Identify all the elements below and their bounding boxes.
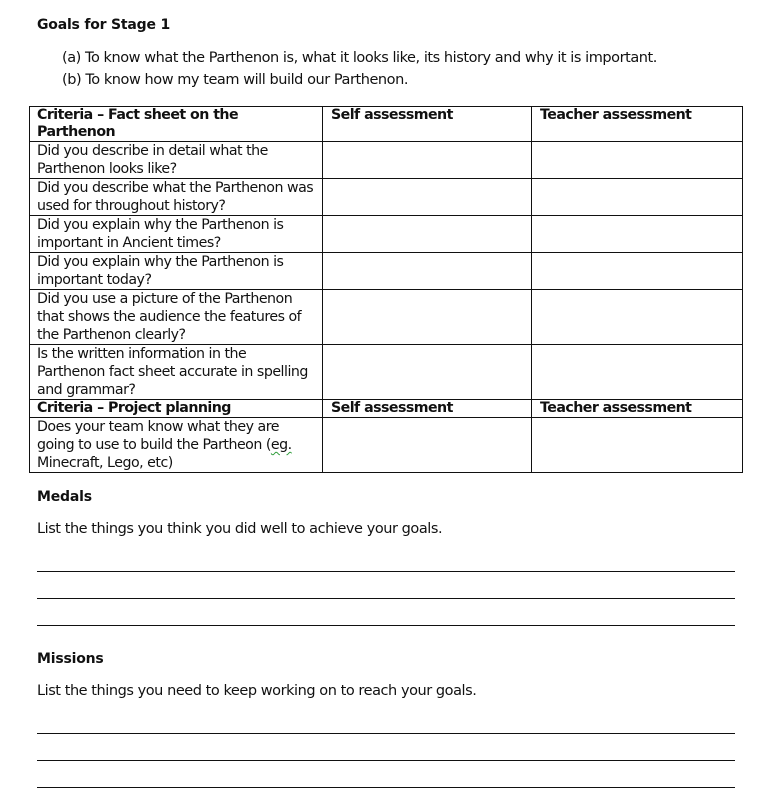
table-row	[30, 290, 743, 345]
header-criteria-fact-sheet: Criteria – Fact sheet on the Parthenon	[30, 107, 323, 142]
medals-answer-line-1[interactable]	[37, 571, 735, 572]
table-row	[30, 253, 743, 290]
missions-answer-line-2[interactable]	[37, 760, 735, 761]
missions-answer-line-1[interactable]	[37, 733, 735, 734]
self-assessment-cell[interactable]	[323, 142, 532, 179]
teacher-assessment-cell[interactable]	[532, 142, 743, 179]
goals-heading: Goals for Stage 1	[37, 17, 171, 33]
medals-heading: Medals	[37, 489, 92, 505]
teacher-assessment-cell[interactable]	[532, 418, 743, 473]
table-row	[30, 216, 743, 253]
self-assessment-cell[interactable]	[323, 216, 532, 253]
self-assessment-cell[interactable]	[323, 179, 532, 216]
criterion-cell: Did you explain why the Parthenon is important in Ancient times?	[30, 216, 323, 253]
self-assessment-cell[interactable]	[323, 345, 532, 400]
criterion-text-start: Does your team know what they are going to use to build the Partheon (	[37, 419, 279, 453]
goal-a: (a) To know what the Parthenon is, what it looks like, its history and why it is important.	[62, 50, 657, 66]
table-header-row-project-planning	[30, 400, 743, 418]
teacher-assessment-cell[interactable]	[532, 179, 743, 216]
teacher-assessment-cell[interactable]	[532, 345, 743, 400]
medals-answer-line-3[interactable]	[37, 625, 735, 626]
table-header-row-fact-sheet	[30, 107, 743, 142]
header-criteria-project-planning: Criteria – Project planning	[30, 400, 323, 418]
table-row	[30, 345, 743, 400]
grammar-flagged-word: eg.	[270, 437, 292, 453]
teacher-assessment-cell[interactable]	[532, 253, 743, 290]
criterion-cell: Did you describe what the Parthenon was used for throughout history?	[30, 179, 323, 216]
table-row	[30, 418, 743, 473]
teacher-assessment-cell[interactable]	[532, 216, 743, 253]
teacher-assessment-cell[interactable]	[532, 290, 743, 345]
missions-answer-line-3[interactable]	[37, 787, 735, 788]
medals-prompt: List the things you think you did well to achieve your goals.	[37, 521, 443, 537]
header-self-assessment: Self assessment	[323, 107, 532, 142]
self-assessment-cell[interactable]	[323, 290, 532, 345]
header-teacher-assessment: Teacher assessment	[532, 107, 743, 142]
criterion-cell: Did you explain why the Parthenon is important today?	[30, 253, 323, 290]
table-row	[30, 179, 743, 216]
goal-b: (b) To know how my team will build our Parthenon.	[62, 72, 408, 88]
assessment-rubric-table	[29, 106, 743, 473]
table-row	[30, 142, 743, 179]
criterion-cell: Did you describe in detail what the Parthenon looks like?	[30, 142, 323, 179]
self-assessment-cell[interactable]	[323, 253, 532, 290]
header-teacher-assessment: Teacher assessment	[532, 400, 743, 418]
criterion-cell: Is the written information in the Parthenon fact sheet accurate in spelling and grammar?	[30, 345, 323, 400]
criterion-cell	[30, 418, 323, 473]
self-assessment-cell[interactable]	[323, 418, 532, 473]
medals-answer-line-2[interactable]	[37, 598, 735, 599]
criterion-text-end: Minecraft, Lego, etc)	[37, 455, 173, 471]
missions-prompt: List the things you need to keep working on to reach your goals.	[37, 683, 477, 699]
criterion-cell: Did you use a picture of the Parthenon that shows the audience the features of the Parthenon clearly?	[30, 290, 323, 345]
header-self-assessment: Self assessment	[323, 400, 532, 418]
missions-heading: Missions	[37, 651, 104, 667]
